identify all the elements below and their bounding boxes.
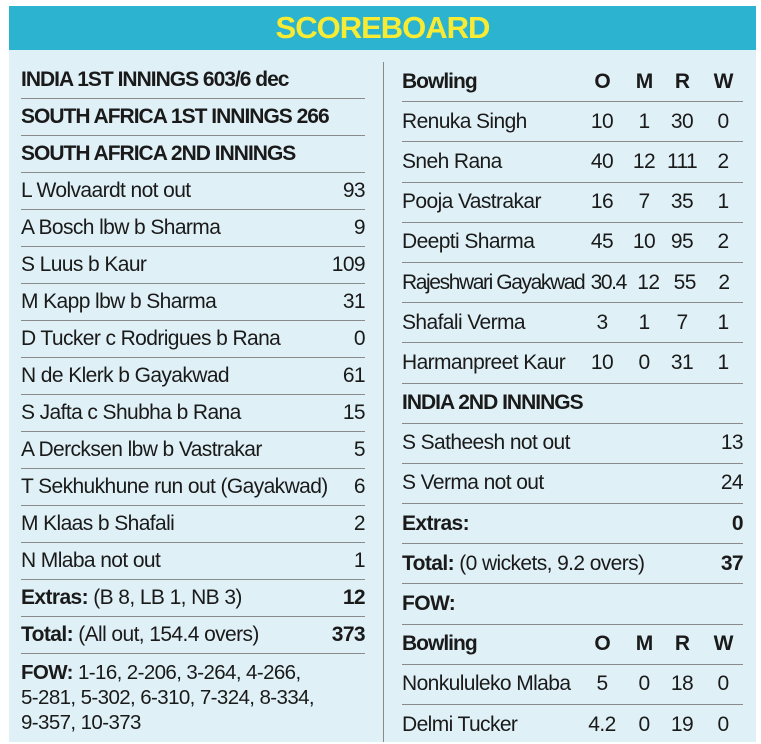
batter-name: T Sekhukhune run out (Gayakwad) — [21, 475, 328, 498]
bowler-maidens: 12 — [632, 149, 656, 173]
batter-name: S Satheesh not out — [402, 431, 570, 455]
maidens-header: M — [635, 632, 653, 656]
batter-row — [402, 464, 743, 504]
bowler-wickets: 2 — [717, 149, 729, 173]
batter-runs: 13 — [720, 431, 743, 455]
total-value: 373 — [331, 623, 365, 646]
column-divider — [383, 62, 384, 742]
scoreboard-banner — [9, 6, 756, 50]
batter-row — [21, 247, 365, 284]
extras-label: Extras: — [21, 586, 89, 609]
bowler-row — [402, 223, 743, 263]
batter-name: S Luus b Kaur — [21, 253, 147, 276]
bowler-name: Pooja Vastrakar — [402, 190, 541, 214]
bowler-name: Rajeshwari Gayakwad — [402, 270, 585, 294]
bowler-overs: 30.4 — [590, 270, 626, 294]
batter-runs: 109 — [331, 253, 365, 276]
batter-runs: 61 — [342, 364, 365, 387]
bowler-wickets: 2 — [718, 270, 730, 294]
bowler-runs: 55 — [673, 270, 696, 294]
scoreboard — [9, 6, 756, 742]
extras-value: 12 — [342, 586, 365, 609]
batter-name: A Dercksen lbw b Vastrakar — [21, 438, 262, 461]
bowler-row — [402, 705, 743, 744]
bowler-row — [402, 183, 743, 223]
bowler-name: Shafali Verma — [402, 310, 525, 334]
batter-name: D Tucker c Rodrigues b Rana — [21, 327, 281, 350]
scoreboard-title: SCOREBOARD — [275, 10, 490, 45]
bowler-runs: 30 — [670, 109, 694, 133]
batter-runs: 15 — [342, 401, 365, 424]
batter-runs: 2 — [353, 512, 365, 535]
overs-header: O — [594, 632, 610, 656]
batter-name: A Bosch lbw b Sharma — [21, 216, 221, 239]
bowler-name: Nonkululeko Mlaba — [402, 672, 571, 696]
batter-name: N de Klerk b Gayakwad — [21, 364, 230, 387]
bowler-maidens: 0 — [638, 712, 650, 736]
runs-header: R — [674, 69, 690, 93]
runs-header: R — [674, 632, 690, 656]
bowler-wickets: 0 — [717, 712, 729, 736]
batter-runs: 6 — [353, 475, 365, 498]
batter-row — [402, 424, 743, 464]
bowler-runs: 111 — [666, 149, 698, 173]
batter-row — [21, 173, 365, 210]
bowler-wickets: 2 — [717, 230, 729, 254]
batter-name: S Verma not out — [402, 471, 544, 495]
extras-detail: (B 8, LB 1, NB 3) — [93, 586, 242, 609]
bowling-label: Bowling — [402, 69, 477, 93]
bowler-overs: 3 — [596, 310, 608, 334]
extras-value: 0 — [731, 511, 743, 535]
sa-first-innings-text: SOUTH AFRICA 1ST INNINGS 266 — [21, 105, 329, 128]
total-value: 37 — [720, 551, 743, 575]
fow-line-1: 1-16, 2-206, 3-264, 4-266, — [77, 661, 301, 684]
total-label: Total: — [21, 623, 73, 646]
bowler-maidens: 7 — [638, 190, 650, 214]
batter-row — [21, 358, 365, 395]
batter-name: M Klaas b Shafali — [21, 512, 175, 535]
bowler-runs: 95 — [670, 230, 694, 254]
batter-row — [21, 210, 365, 247]
bowler-row — [402, 665, 743, 705]
batter-row — [21, 432, 365, 469]
bowler-maidens: 1 — [638, 109, 650, 133]
batter-row — [21, 284, 365, 321]
bowler-row — [402, 142, 743, 182]
bowler-runs: 18 — [670, 672, 694, 696]
batter-runs: 31 — [342, 290, 365, 313]
bowler-maidens: 0 — [638, 672, 650, 696]
batter-runs: 0 — [353, 327, 365, 350]
extras-label: Extras: — [402, 511, 470, 535]
bowler-wickets: 1 — [717, 310, 729, 334]
bowling-label: Bowling — [402, 632, 477, 656]
total-detail: (0 wickets, 9.2 overs) — [459, 551, 645, 575]
bowler-maidens: 1 — [638, 310, 650, 334]
overs-header: O — [594, 69, 610, 93]
bowler-runs: 7 — [676, 310, 688, 334]
bowler-overs: 45 — [590, 230, 614, 254]
bowler-runs: 35 — [670, 190, 694, 214]
bowling-header — [402, 625, 743, 665]
bowler-row — [402, 102, 743, 142]
total-row — [402, 544, 743, 584]
right-column — [402, 62, 743, 744]
sa-second-innings-header — [21, 136, 365, 173]
bowler-maidens: 12 — [637, 270, 660, 294]
bowler-maidens: 0 — [638, 350, 650, 374]
bowler-overs: 16 — [590, 190, 614, 214]
bowler-overs: 10 — [590, 109, 614, 133]
bowler-row — [402, 303, 743, 343]
wickets-header: W — [713, 632, 733, 656]
bowler-overs: 4.2 — [588, 712, 616, 736]
batter-name: N Mlaba not out — [21, 549, 161, 572]
batter-name: M Kapp lbw b Sharma — [21, 290, 217, 313]
total-detail: (All out, 154.4 overs) — [78, 623, 259, 646]
bowler-name: Deepti Sharma — [402, 230, 535, 254]
india-first-innings-text: INDIA 1ST INNINGS 603/6 dec — [21, 68, 289, 91]
batter-runs: 1 — [353, 549, 365, 572]
batter-name: S Jafta c Shubha b Rana — [21, 401, 241, 424]
batter-row — [21, 469, 365, 506]
bowler-wickets: 0 — [717, 672, 729, 696]
total-row — [21, 617, 365, 654]
batter-name: L Wolvaardt not out — [21, 179, 191, 202]
bowler-row — [402, 263, 743, 303]
left-column — [21, 62, 365, 735]
batter-row — [21, 395, 365, 432]
india-first-innings — [21, 62, 365, 99]
bowler-overs: 40 — [590, 149, 614, 173]
bowler-overs: 5 — [596, 672, 608, 696]
bowling-header — [402, 62, 743, 102]
batter-row — [21, 506, 365, 543]
bowler-runs: 19 — [670, 712, 694, 736]
bowler-wickets: 1 — [717, 190, 729, 214]
bowler-overs: 10 — [590, 350, 614, 374]
total-label: Total: — [402, 551, 454, 575]
india-second-innings-header — [402, 384, 743, 424]
wickets-header: W — [713, 69, 733, 93]
sa-second-innings-title: SOUTH AFRICA 2ND INNINGS — [21, 142, 296, 165]
bowler-row — [402, 343, 743, 383]
batter-row — [21, 321, 365, 358]
bowler-wickets: 1 — [717, 350, 729, 374]
bowler-wickets: 0 — [717, 109, 729, 133]
extras-row — [21, 580, 365, 617]
fow-line-3: 9-357, 10-373 — [21, 711, 141, 734]
bowler-name: Renuka Singh — [402, 109, 527, 133]
batter-row — [21, 543, 365, 580]
batter-runs: 24 — [720, 471, 743, 495]
bowler-name: Delmi Tucker — [402, 712, 518, 736]
bowler-runs: 31 — [670, 350, 694, 374]
batter-runs: 93 — [342, 179, 365, 202]
fow-label: FOW: — [21, 661, 73, 684]
bowler-name: Sneh Rana — [402, 149, 502, 173]
bowler-name: Harmanpreet Kaur — [402, 350, 566, 374]
fow-label: FOW: — [402, 592, 456, 616]
fow-line-2: 5-281, 5-302, 6-310, 7-324, 8-334, — [21, 686, 315, 709]
maidens-header: M — [635, 69, 653, 93]
fow-row — [402, 584, 743, 624]
india-second-innings-title: INDIA 2ND INNINGS — [402, 391, 583, 415]
fow-block — [21, 654, 365, 735]
extras-row — [402, 504, 743, 544]
batter-runs: 9 — [353, 216, 365, 239]
bowler-maidens: 10 — [632, 230, 656, 254]
sa-first-innings — [21, 99, 365, 136]
batter-runs: 5 — [353, 438, 365, 461]
